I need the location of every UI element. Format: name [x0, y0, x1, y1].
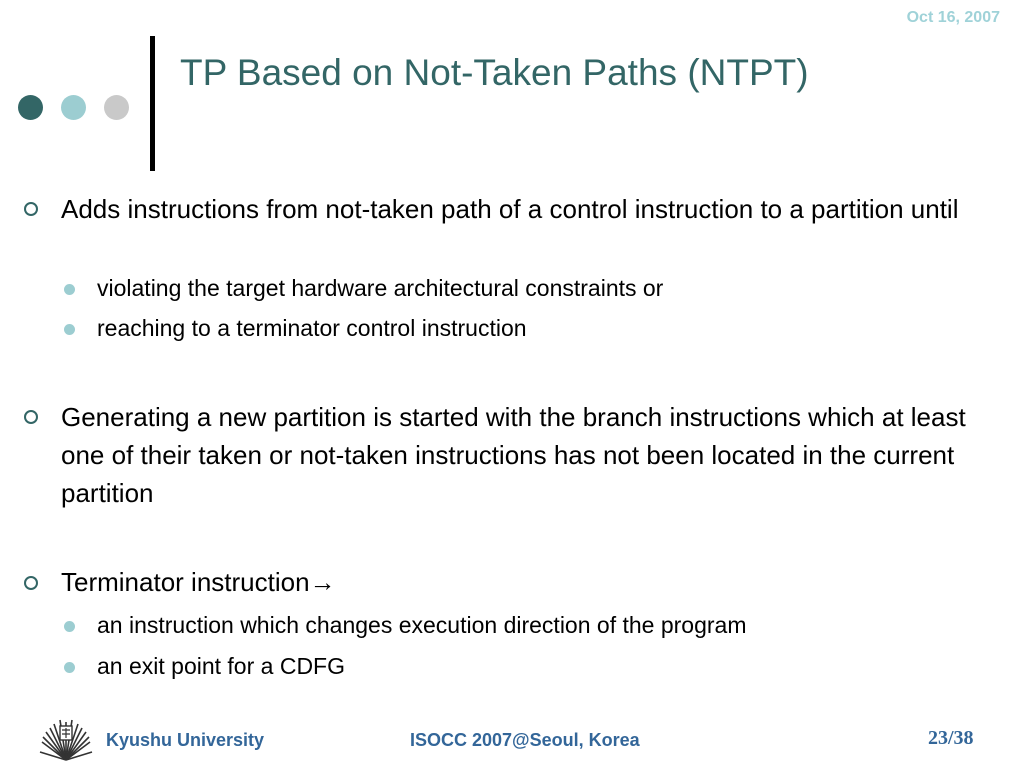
page-number: 23/38 [928, 727, 974, 749]
sub-bullet-text: an instruction which changes execution direction of the program [97, 612, 747, 638]
sub-bullet-text: reaching to a terminator control instruction [97, 315, 527, 341]
slide-title: TP Based on Not-Taken Paths (NTPT) [180, 52, 809, 93]
sub-bullet-text: violating the target hardware architectural constraints or [97, 275, 664, 301]
footer-university: Kyushu University [106, 730, 265, 750]
sub-bullet-text: an exit point for a CDFG [97, 653, 345, 679]
bullet-ring-icon [24, 410, 38, 424]
sub-bullet-dot-icon [64, 662, 75, 673]
bullet-text: Generating a new partition is started with the branch instructions which at least one of their taken or not-taken instructions has not been located in the current partition [61, 402, 966, 508]
university-logo-icon [36, 712, 96, 766]
footer-conference: ISOCC 2007@Seoul, Korea [410, 730, 640, 750]
bullet-text-line [61, 563, 981, 601]
bullet-text: Terminator instruction [61, 567, 310, 597]
sub-bullet-dot-icon [64, 324, 75, 335]
bullet-ring-icon [24, 202, 38, 216]
bullet-text: Adds instructions from not-taken path of a control instruction to a partition until [61, 194, 959, 224]
bullet-ring-icon [24, 576, 38, 590]
sub-bullet-dot-icon [64, 284, 75, 295]
sub-bullet-dot-icon [64, 621, 75, 632]
date-label: Oct 16, 2007 [906, 9, 1000, 26]
right-arrow-icon: → [309, 567, 336, 597]
